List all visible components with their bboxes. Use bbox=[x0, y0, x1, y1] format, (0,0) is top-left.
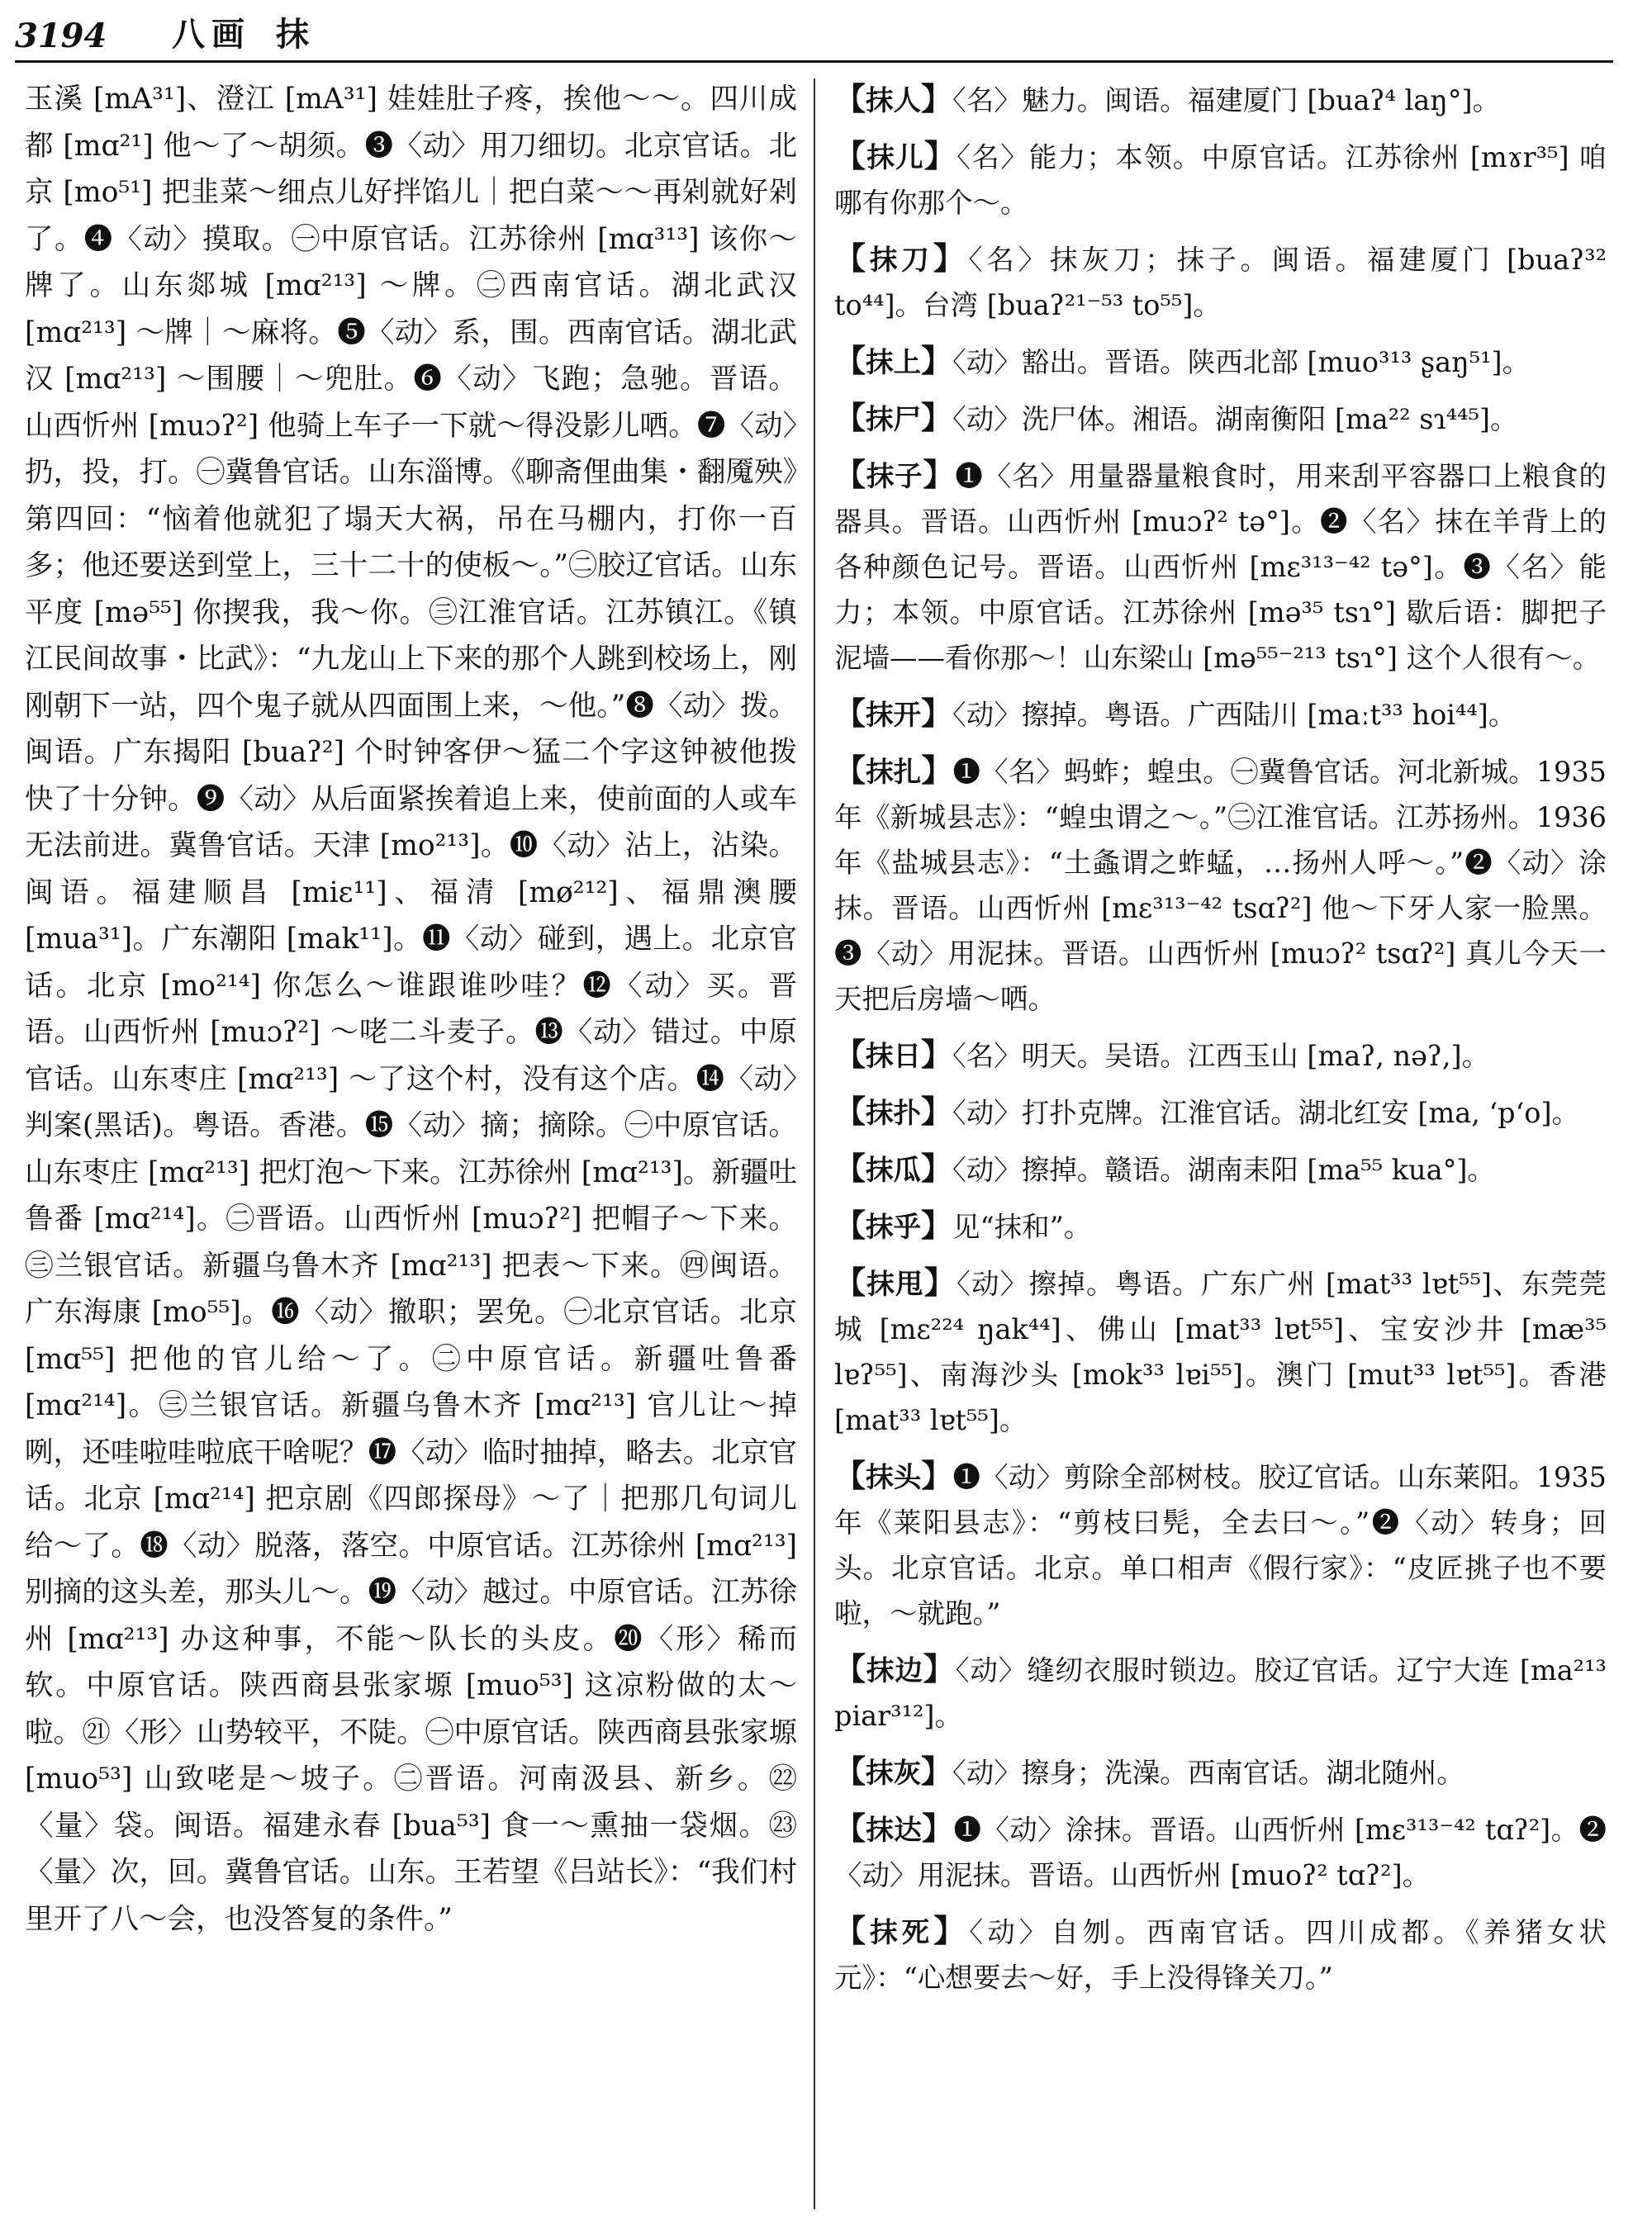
entry-headword: 抹扑 bbox=[866, 1097, 922, 1129]
entry-definition: 〈名〉明天。吴语。江西玉山 [maʔ, nəʔ,]。 bbox=[952, 1040, 1490, 1072]
entry-definition: 〈动〉擦掉。粤语。广东广州 [mat³³ lɐt⁵⁵]、东莞莞城 [mɛ²²⁴ ŋak⁴⁴]、佛山 [mat³³ lɐt⁵⁵]、宝安沙井 [mæ³⁵ lɐʔ⁵⁵]、南海沙头 [mok³³ lɐi⁵⁵]。澳门 [mut³³ lɐt⁵⁵]。香港 [mat³³ lɐt⁵⁵]。 bbox=[834, 1268, 1607, 1436]
entry-definition: 〈动〉自刎。西南官话。四川成都。《养猪女状元》：“心想要去～好，手上没得锋关刀。” bbox=[834, 1916, 1607, 1994]
page-number: 3194 bbox=[15, 17, 107, 55]
dictionary-entry: 【抹乎】见“抹和”。 bbox=[834, 1207, 1092, 1244]
entry-headword: 抹刀 bbox=[869, 244, 933, 276]
dictionary-entry: 【抹灰】〈动〉擦身；洗澡。西南官话。湖北随州。 bbox=[834, 1753, 1464, 1790]
entry-definition: 〈名〉抹灰刀；抹子。闽语。福建厦门 [buaʔ³² to⁴⁴]。台湾 [buaʔ²¹⁻⁵³ to⁵⁵]。 bbox=[834, 244, 1607, 321]
dictionary-entry: 【抹人】〈名〉魅力。闽语。福建厦门 [buaʔ⁴ laŋ°]。 bbox=[834, 80, 1501, 117]
entry-headword: 抹日 bbox=[866, 1040, 922, 1072]
entry-headword: 抹瓜 bbox=[866, 1154, 922, 1186]
left-column bbox=[25, 76, 797, 1943]
entry-headword: 抹开 bbox=[866, 699, 922, 731]
dictionary-entry: 【抹上】〈动〉豁出。晋语。陕西北部 [muo³¹³ ʂaŋ⁵¹]。 bbox=[834, 342, 1531, 379]
dictionary-entry: 【抹头】❶〈动〉剪除全部树枝。胶辽官话。山东莱阳。1935年《莱阳县志》：“剪枝曰髡，全去曰～。”❷〈动〉转身；回头。北京官话。北京。单口相声《假行家》：“皮匠挑子也不要啦，～就跑。” bbox=[834, 1457, 1607, 1630]
entry-definition: 〈名〉魅力。闽语。福建厦门 [buaʔ⁴ laŋ°]。 bbox=[952, 84, 1501, 116]
dictionary-entry: 【抹开】〈动〉擦掉。粤语。广西陆川 [maːt³³ hoi⁴⁴]。 bbox=[834, 695, 1517, 732]
dictionary-entry: 【抹边】〈动〉缝纫衣服时锁边。胶辽官话。辽宁大连 [ma²¹³ piar³¹²]。 bbox=[834, 1650, 1607, 1732]
entry-definition: 〈动〉缝纫衣服时锁边。胶辽官话。辽宁大连 [ma²¹³ piar³¹²]。 bbox=[834, 1654, 1607, 1732]
column-divider bbox=[814, 78, 815, 2209]
entry-headword: 抹边 bbox=[866, 1654, 923, 1687]
entry-headword: 抹子 bbox=[866, 460, 923, 492]
section-label: 八画 bbox=[172, 15, 251, 54]
dictionary-entry: 【抹瓜】〈动〉擦掉。赣语。湖南耒阳 [ma⁵⁵ kua°]。 bbox=[834, 1150, 1495, 1187]
page-header bbox=[15, 15, 1613, 63]
entry-definition: 〈动〉擦身；洗澡。西南官话。湖北随州。 bbox=[952, 1757, 1464, 1789]
entry-definition: ❶〈动〉涂抹。晋语。山西忻州 [mɛ³¹³⁻⁴² tɑʔ²]。❷〈动〉用泥抹。晋语。山西忻州 [muoʔ² tɑʔ²]。 bbox=[834, 1814, 1607, 1891]
entry-headword: 抹甩 bbox=[866, 1268, 924, 1300]
entry-headword: 抹头 bbox=[866, 1461, 922, 1493]
dictionary-entry: 【抹刀】〈名〉抹灰刀；抹子。闽语。福建厦门 [buaʔ³² to⁴⁴]。台湾 [buaʔ²¹⁻⁵³ to⁵⁵]。 bbox=[834, 240, 1607, 321]
right-column bbox=[834, 76, 1607, 2010]
entry-definition: 〈动〉擦掉。赣语。湖南耒阳 [ma⁵⁵ kua°]。 bbox=[952, 1154, 1495, 1186]
entry-definition: 〈动〉擦掉。粤语。广西陆川 [maːt³³ hoi⁴⁴]。 bbox=[952, 699, 1517, 731]
entry-headword: 抹儿 bbox=[866, 141, 924, 173]
entry-definition: 〈动〉打扑克牌。江淮官话。湖北红安 [ma, ʻpʻo]。 bbox=[952, 1097, 1580, 1129]
entry-definition: 〈动〉豁出。晋语。陕西北部 [muo³¹³ ʂaŋ⁵¹]。 bbox=[952, 346, 1531, 378]
entry-headword: 抹尸 bbox=[866, 403, 922, 435]
entry-headword: 抹扎 bbox=[866, 756, 922, 788]
entry-continuation: 玉溪 [mA³¹]、澄江 [mA³¹] 娃娃肚子疼，挨他～～。四川成都 [mɑ²¹] 他～了～胡须。❸〈动〉用刀细切。北京官话。北京 [mo⁵¹] 把韭菜～细点儿好拌馅儿｜把白菜～～再剁就好剁了。❹〈动〉摸取。㊀中原官话。江苏徐州 [mɑ³¹³] 该你～牌了。山东郯城 [mɑ²¹³] ～牌。㊁西南官话。湖北武汉 [mɑ²¹³] ～牌｜～麻将。❺〈动〉系，围。西南官话。湖北武汉 [mɑ²¹³] ～围腰｜～兜肚。❻〈动〉飞跑；急驰。晋语。山西忻州 [muɔʔ²] 他骑上车子一下就～得没影儿哂。❼〈动〉扔，投，打。㊀冀鲁官话。山东淄博。《聊斋俚曲集・翻魇殃》第四回：“恼着他就犯了塌天大祸，吊在马棚内，打你一百多；他还要送到堂上，三十二十的使板～。”㊁胶辽官话。山东平度 [mə⁵⁵] 你揳我，我～你。㊂江淮官话。江苏镇江。《镇江民间故事・比武》：“九龙山上下来的那个人跳到校场上，刚刚朝下一站，四个鬼子就从四面围上来，～他。”❽〈动〉拨。闽语。广东揭阳 [buaʔ²] 个时钟客伊～猛二个字这钟被他拨快了十分钟。❾〈动〉从后面紧挨着追上来，使前面的人或车无法前进。冀鲁官话。天津 [mo²¹³]。❿〈动〉沾上，沾染。闽语。福建顺昌 [miɛ¹¹]、福清 [mø²¹²]、福鼎澳腰 [mua³¹]。广东潮阳 [mak¹¹]。⓫〈动〉碰到，遇上。北京官话。北京 [mo²¹⁴] 你怎么～谁跟谁吵哇？⓬〈动〉买。晋语。山西忻州 [muɔʔ²] ～咾二斗麦子。⓭〈动〉错过。中原官话。山东枣庄 [mɑ²¹³] ～了这个村，没有这个店。⓮〈动〉判案(黑话)。粤语。香港。⓯〈动〉摘；摘除。㊀中原官话。山东枣庄 [mɑ²¹³] 把灯泡～下来。江苏徐州 [mɑ²¹³]。新疆吐鲁番 [mɑ²¹⁴]。㊁晋语。山西忻州 [muɔʔ²] 把帽子～下来。㊂兰银官话。新疆乌鲁木齐 [mɑ²¹³] 把表～下来。㊃闽语。广东海康 [mo⁵⁵]。⓰〈动〉撤职；罢免。㊀北京官话。北京 [mɑ⁵⁵] 把他的官儿给～了。㊁中原官话。新疆吐鲁番 [mɑ²¹⁴]。㊂兰银官话。新疆乌鲁木齐 [mɑ²¹³] 官儿让～掉咧，还哇啦哇啦底干啥呢？⓱〈动〉临时抽掉，略去。北京官话。北京 [mɑ²¹⁴] 把京剧《四郎探母》～了｜把那几句词儿给～了。⓲〈动〉脱落，落空。中原官话。江苏徐州 [mɑ²¹³] 别摘的这头差，那头儿～。⓳〈动〉越过。中原官话。江苏徐州 [mɑ²¹³] 办这种事，不能～队长的头皮。⓴〈形〉稀而软。中原官话。陕西商县张家塬 [muo⁵³] 这凉粉做的太～啦。㉑〈形〉山势较平，不陡。㊀中原官话。陕西商县张家塬 [muo⁵³] 山致咾是～坡子。㊁晋语。河南汲县、新乡。㉒〈量〉袋。闽语。福建永春 [bua⁵³] 食一～熏抽一袋烟。㉓〈量〉次，回。冀鲁官话。山东。王若望《吕站长》：“我们村里开了八～会，也没答复的条件。” bbox=[25, 83, 797, 1936]
dictionary-entry: 【抹扑】〈动〉打扑克牌。江淮官话。湖北红安 [ma, ʻpʻo]。 bbox=[834, 1093, 1580, 1130]
entry-definition: 〈动〉洗尸体。湘语。湖南衡阳 [ma²² sɿ⁴⁴⁵]。 bbox=[952, 403, 1518, 435]
entry-definition: 〈名〉能力；本领。中原官话。江苏徐州 [mɤr³⁵] 咱哪有你那个～。 bbox=[834, 141, 1607, 219]
dictionary-entry: 【抹甩】〈动〉擦掉。粤语。广东广州 [mat³³ lɐt⁵⁵]、东莞莞城 [mɛ²²⁴ ŋak⁴⁴]、佛山 [mat³³ lɐt⁵⁵]、宝安沙井 [mæ³⁵ lɐʔ⁵⁵]、南海沙头 [mok³³ lɐi⁵⁵]。澳门 [mut³³ lɐt⁵⁵]。香港 [mat³³ lɐt⁵⁵]。 bbox=[834, 1264, 1607, 1436]
entry-definition: ❶〈动〉剪除全部树枝。胶辽官话。山东莱阳。1935年《莱阳县志》：“剪枝曰髡，全去曰～。”❷〈动〉转身；回头。北京官话。北京。单口相声《假行家》：“皮匠挑子也不要啦，～就跑。” bbox=[834, 1461, 1607, 1630]
entry-definition: ❶〈名〉用量器量粮食时，用来刮平容器口上粮食的器具。晋语。山西忻州 [muɔʔ² tə°]。❷〈名〉抹在羊背上的各种颜色记号。晋语。山西忻州 [mɛ³¹³⁻⁴² tə°]。❸〈名〉能力；本领。中原官话。江苏徐州 [mə³⁵ tsɿ°] 歇后语：脚把子泥墙——看你那～！山东梁山 [mə⁵⁵⁻²¹³ tsɿ°] 这个人很有～。 bbox=[834, 460, 1607, 674]
entry-headword: 抹人 bbox=[866, 84, 922, 116]
dictionary-entry: 【抹扎】❶〈名〉蚂蚱；蝗虫。㊀冀鲁官话。河北新城。1935年《新城县志》：“蝗虫谓之～。”㊁江淮官话。江苏扬州。1936年《盐城县志》：“土螽谓之蚱蜢，…扬州人呼～。”❷〈动〉涂抹。晋语。山西忻州 [mɛ³¹³⁻⁴² tsɑʔ²] 他～下牙人家一脸黑。❸〈动〉用泥抹。晋语。山西忻州 [muɔʔ² tsɑʔ²] 真儿今天一天把后房墙～哂。 bbox=[834, 752, 1607, 1015]
entry-headword: 抹达 bbox=[866, 1814, 923, 1846]
entry-headword: 抹死 bbox=[870, 1916, 934, 1948]
entry-definition: ❶〈名〉蚂蚱；蝗虫。㊀冀鲁官话。河北新城。1935年《新城县志》：“蝗虫谓之～。”㊁江淮官话。江苏扬州。1936年《盐城县志》：“土螽谓之蚱蜢，…扬州人呼～。”❷〈动〉涂抹。晋语。山西忻州 [mɛ³¹³⁻⁴² tsɑʔ²] 他～下牙人家一脸黑。❸〈动〉用泥抹。晋语。山西忻州 [muɔʔ² tsɑʔ²] 真儿今天一天把后房墙～哂。 bbox=[834, 756, 1607, 1015]
entry-definition: 见“抹和”。 bbox=[952, 1211, 1092, 1243]
entry-headword: 抹灰 bbox=[866, 1757, 922, 1789]
dictionary-entry: 【抹日】〈名〉明天。吴语。江西玉山 [maʔ, nəʔ,]。 bbox=[834, 1036, 1490, 1073]
entry-headword: 抹乎 bbox=[866, 1211, 922, 1243]
dictionary-entry: 【抹死】〈动〉自刎。西南官话。四川成都。《养猪女状元》：“心想要去～好，手上没得锋关刀。” bbox=[834, 1912, 1607, 1994]
dictionary-entry: 【抹尸】〈动〉洗尸体。湘语。湖南衡阳 [ma²² sɿ⁴⁴⁵]。 bbox=[834, 399, 1518, 436]
dictionary-entry: 【抹达】❶〈动〉涂抹。晋语。山西忻州 [mɛ³¹³⁻⁴² tɑʔ²]。❷〈动〉用泥抹。晋语。山西忻州 [muoʔ² tɑʔ²]。 bbox=[834, 1810, 1607, 1891]
dictionary-entry: 【抹儿】〈名〉能力；本领。中原官话。江苏徐州 [mɤr³⁵] 咱哪有你那个～。 bbox=[834, 137, 1607, 219]
entry-headword: 抹上 bbox=[866, 346, 922, 378]
dictionary-entry: 【抹子】❶〈名〉用量器量粮食时，用来刮平容器口上粮食的器具。晋语。山西忻州 [muɔʔ² tə°]。❷〈名〉抹在羊背上的各种颜色记号。晋语。山西忻州 [mɛ³¹³⁻⁴² tə°]。❸〈名〉能力；本领。中原官话。江苏徐州 [mə³⁵ tsɿ°] 歇后语：脚把子泥墙——看你那～！山东梁山 [mə⁵⁵⁻²¹³ tsɿ°] 这个人很有～。 bbox=[834, 456, 1607, 674]
head-character: 抹 bbox=[276, 15, 309, 54]
